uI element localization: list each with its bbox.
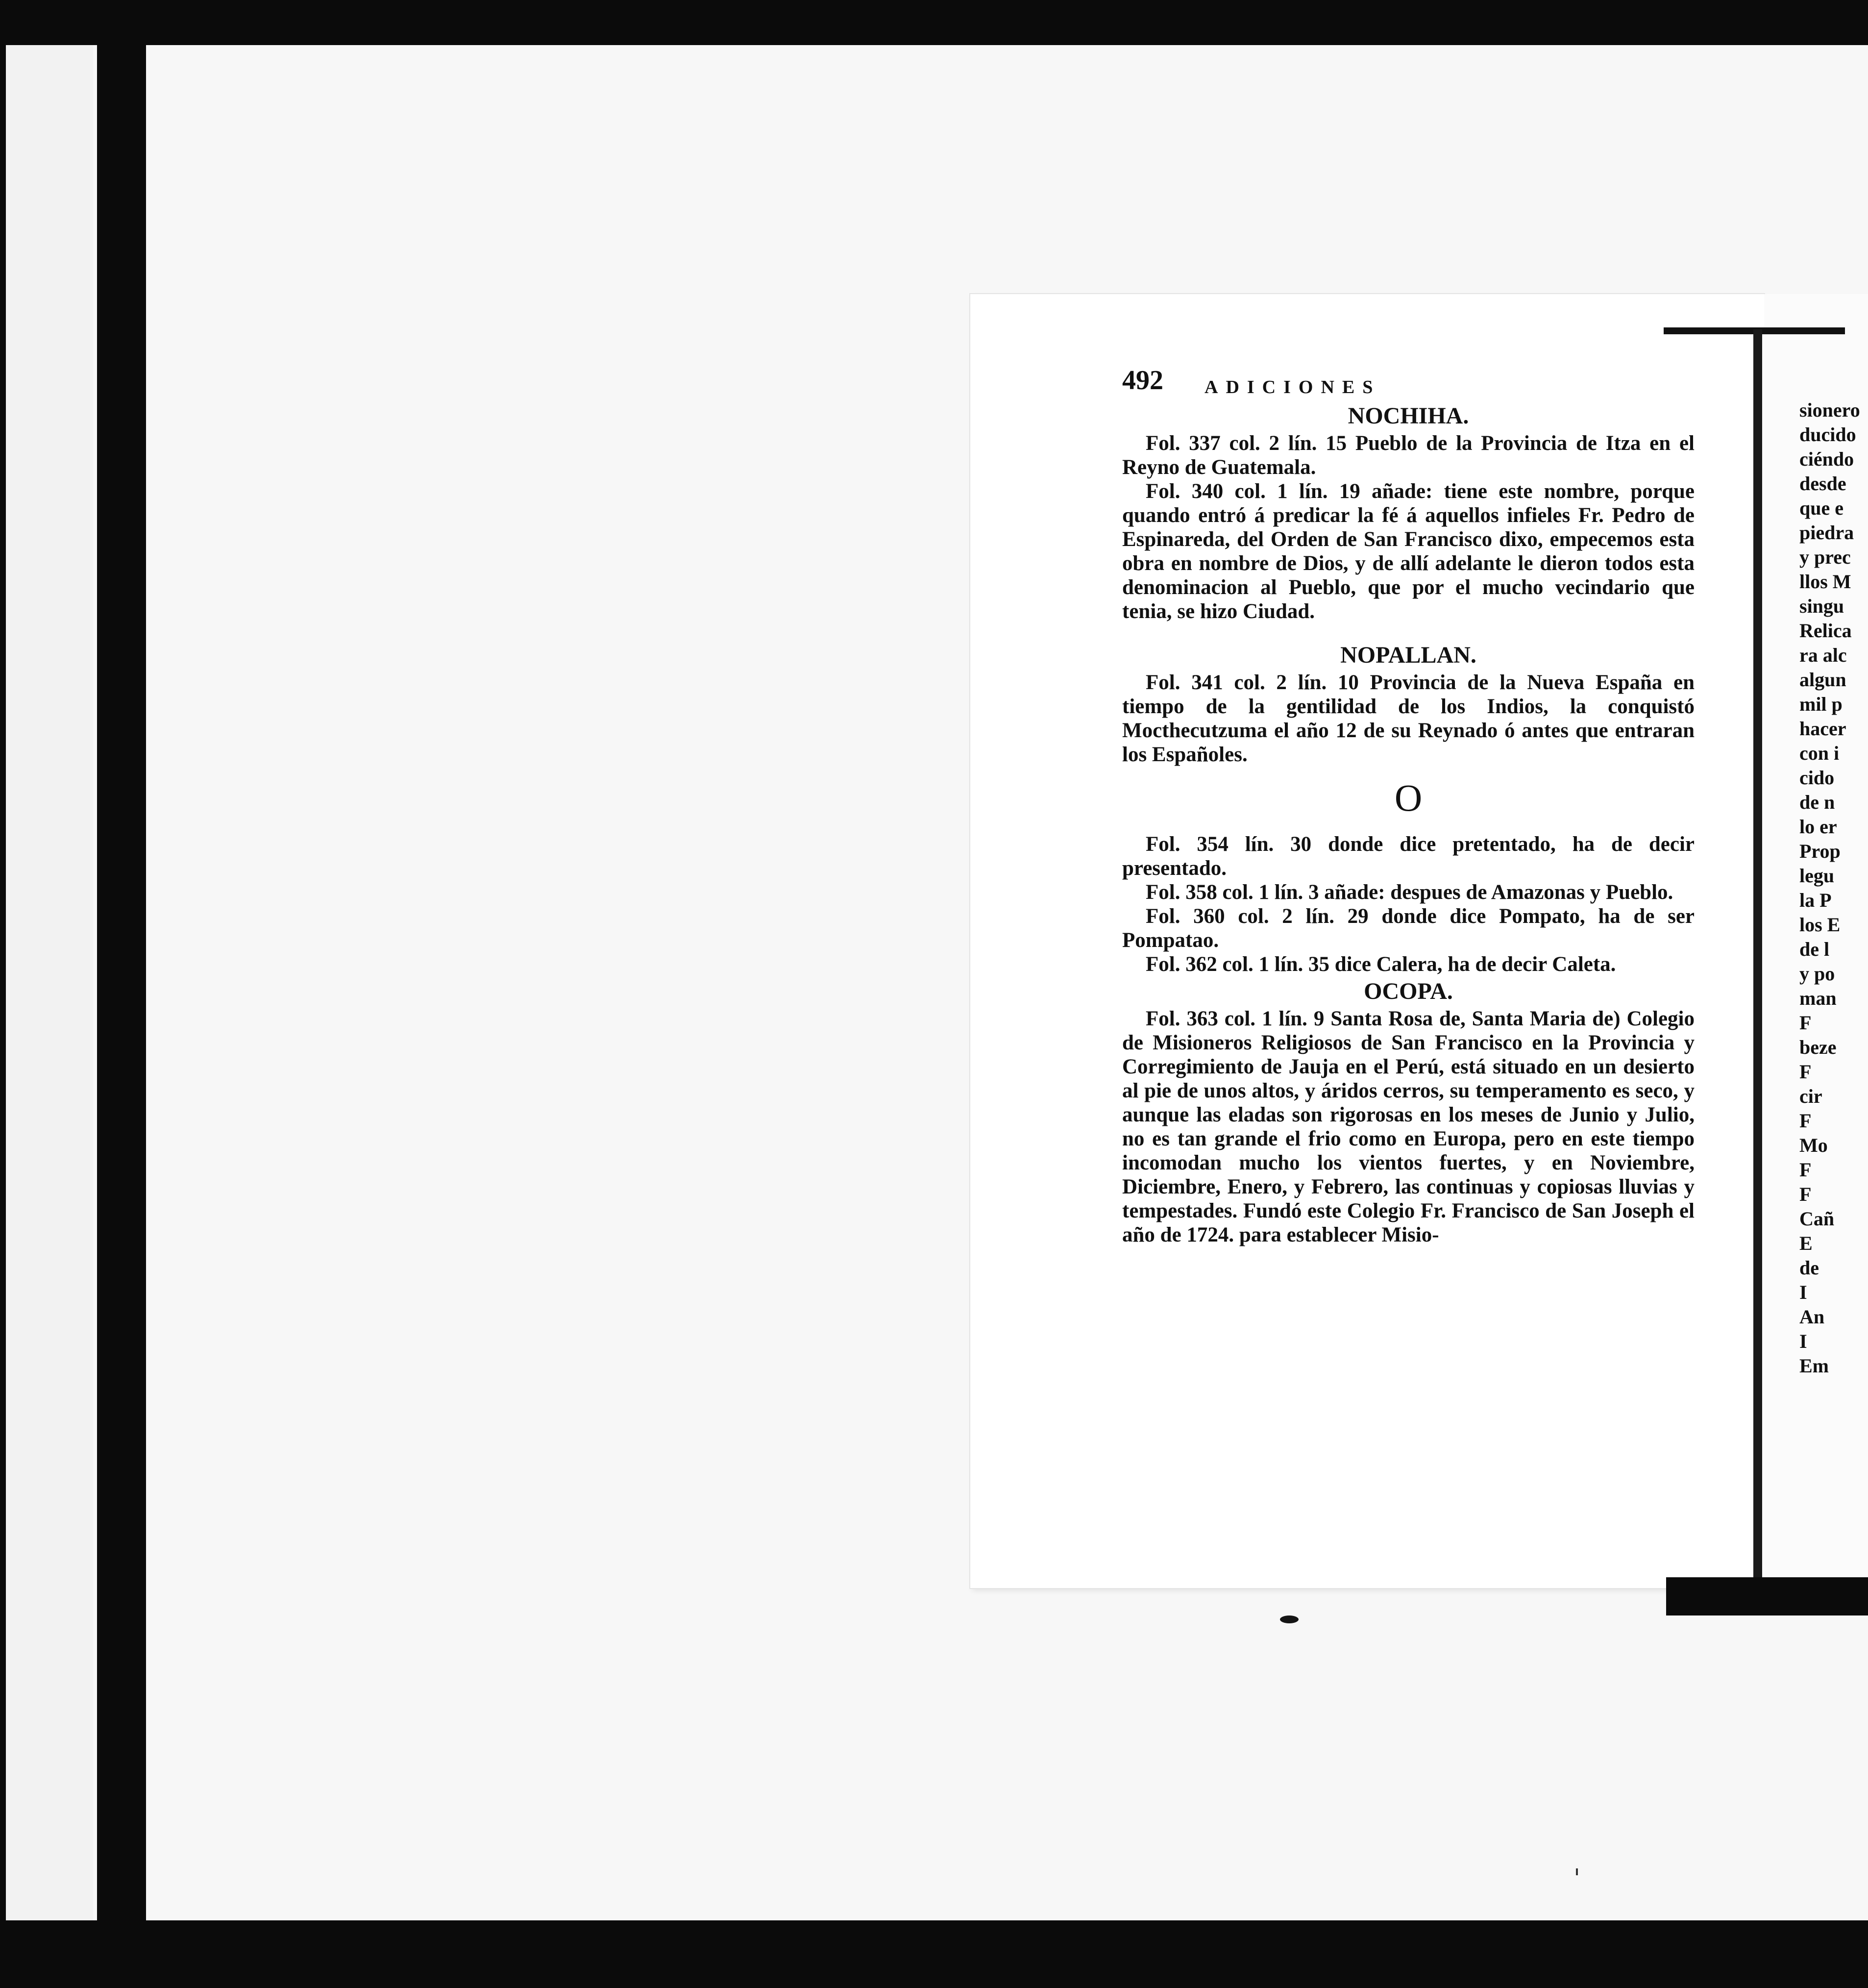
facing-page-line: F xyxy=(1799,1110,1812,1132)
scan-border-bottom xyxy=(0,1920,1868,1988)
facing-page-line: beze xyxy=(1799,1036,1837,1058)
facing-page-line: algun xyxy=(1799,669,1846,691)
facing-page-line: F xyxy=(1799,1061,1812,1083)
scan-border-left-edge xyxy=(0,45,6,1920)
scan-border-top xyxy=(0,0,1868,45)
facing-page-line: la P xyxy=(1799,889,1832,911)
scan-margin-left xyxy=(0,45,93,1920)
facing-page-line: llos M xyxy=(1799,571,1851,593)
entry-paragraph: Fol. 360 col. 2 lín. 29 donde dice Pompato, ha de ser Pompatao. xyxy=(1122,905,1695,952)
facing-page-line: I xyxy=(1799,1281,1807,1303)
facing-page-line: los E xyxy=(1799,914,1841,936)
facing-page-text xyxy=(1799,398,1868,1378)
text-column xyxy=(1122,365,1695,1247)
facing-page-line: F xyxy=(1799,1012,1812,1034)
entry-paragraph: Fol. 358 col. 1 lín. 3 añade: despues de Amazonas y Pueblo. xyxy=(1146,881,1673,904)
scan-border-left xyxy=(97,45,146,1920)
facing-page-line: ciéndo xyxy=(1799,448,1854,470)
entry-paragraph: Fol. 340 col. 1 lín. 19 añade: tiene este nombre, porque quando entró á predicar la fé á aquellos infieles Fr. Pedro de Espinareda, del Orden de San Francisco dixo, empecemos esta obra en nombre de Dios, y de allí adelante le dieron todos esta denominacion al Pueblo, que por el mucho vecindario que tenia, se hizo Ciudad. xyxy=(1122,480,1695,623)
book-gutter xyxy=(1753,329,1762,1584)
facing-page-line: mil p xyxy=(1799,693,1843,715)
facing-page-line: cido xyxy=(1799,767,1835,789)
running-head-title: ADICIONES xyxy=(1204,377,1381,398)
ink-mark xyxy=(1576,1868,1578,1875)
section-title-nochiha: NOCHIHA. xyxy=(1348,403,1469,429)
facing-page-line: de xyxy=(1799,1257,1819,1279)
facing-page-line: piedra xyxy=(1799,522,1854,544)
facing-page-line: cir xyxy=(1799,1085,1822,1107)
section-title-ocopa: OCOPA. xyxy=(1364,978,1453,1004)
facing-page-line: I xyxy=(1799,1330,1807,1352)
page-number: 492 xyxy=(1122,365,1163,396)
facing-page-line: F xyxy=(1799,1159,1812,1181)
facing-page-line: hacer xyxy=(1799,718,1846,740)
facing-page-line: Mo xyxy=(1799,1134,1828,1156)
facing-page-line: Cañ xyxy=(1799,1208,1835,1230)
facing-page-line: Em xyxy=(1799,1355,1829,1377)
gutter-bottom-shadow xyxy=(1666,1577,1868,1615)
facing-page-line: ra alc xyxy=(1799,644,1847,666)
facing-page-line: An xyxy=(1799,1306,1825,1328)
facing-page-line: lo er xyxy=(1799,816,1837,838)
facing-page-line: singu xyxy=(1799,595,1844,617)
facing-page-line: legu xyxy=(1799,865,1835,887)
facing-page-line: Relica xyxy=(1799,620,1852,642)
facing-page-line: y prec xyxy=(1799,546,1851,568)
facing-page-line: de l xyxy=(1799,938,1830,960)
facing-page-line: desde xyxy=(1799,472,1846,495)
facing-page-line: de n xyxy=(1799,791,1835,813)
entry-paragraph: Fol. 354 lín. 30 donde dice pretentado, ha de decir presentado. xyxy=(1122,833,1695,880)
facing-page-line: man xyxy=(1799,987,1837,1009)
facing-page-line: ducido xyxy=(1799,423,1856,446)
facing-page-line: con i xyxy=(1799,742,1840,764)
entry-paragraph: Fol. 337 col. 2 lín. 15 Pueblo de la Provincia de Itza en el Reyno de Guatemala. xyxy=(1122,432,1695,479)
section-letter-o: O xyxy=(1394,776,1423,819)
running-head xyxy=(1122,365,1695,399)
facing-page-line: sionero xyxy=(1799,399,1860,421)
entry-paragraph: Fol. 341 col. 2 lín. 10 Provincia de la Nueva España en tiempo de la gentilidad de los Indios, la conquistó Mocthecutzuma el año 12 de su Reynado ó antes que entraran los Españoles. xyxy=(1122,671,1695,766)
facing-page-line: Prop xyxy=(1799,840,1841,862)
ink-blot xyxy=(1280,1615,1299,1623)
facing-page-line: F xyxy=(1799,1183,1812,1205)
facing-page-line: E xyxy=(1799,1232,1813,1254)
section-title-nopallan: NOPALLAN. xyxy=(1340,642,1476,668)
entry-paragraph: Fol. 363 col. 1 lín. 9 Santa Rosa de, Santa Maria de) Colegio de Misioneros Religiosos de San Francisco en la Provincia y Corregimiento de Jauja en el Perú, está situado en un desierto al pie de unos altos, y áridos cerros, su temperamento es seco, y aunque las eladas son rigorosas en los meses de Junio y Julio, no es tan grande el frio como en Europa, pero en este tiempo incomodan mucho los vientos fuertes, y en Noviembre, Diciembre, Enero, y Febrero, las continuas y copiosas lluvias y tempestades. Fundó este Colegio Fr. Francisco de San Joseph el año de 1724. para establecer Misio- xyxy=(1122,1007,1695,1246)
entry-paragraph: Fol. 362 col. 1 lín. 35 dice Calera, ha de decir Caleta. xyxy=(1146,953,1616,976)
facing-page-line: que e xyxy=(1799,497,1843,519)
facing-page-line: y po xyxy=(1799,963,1835,985)
